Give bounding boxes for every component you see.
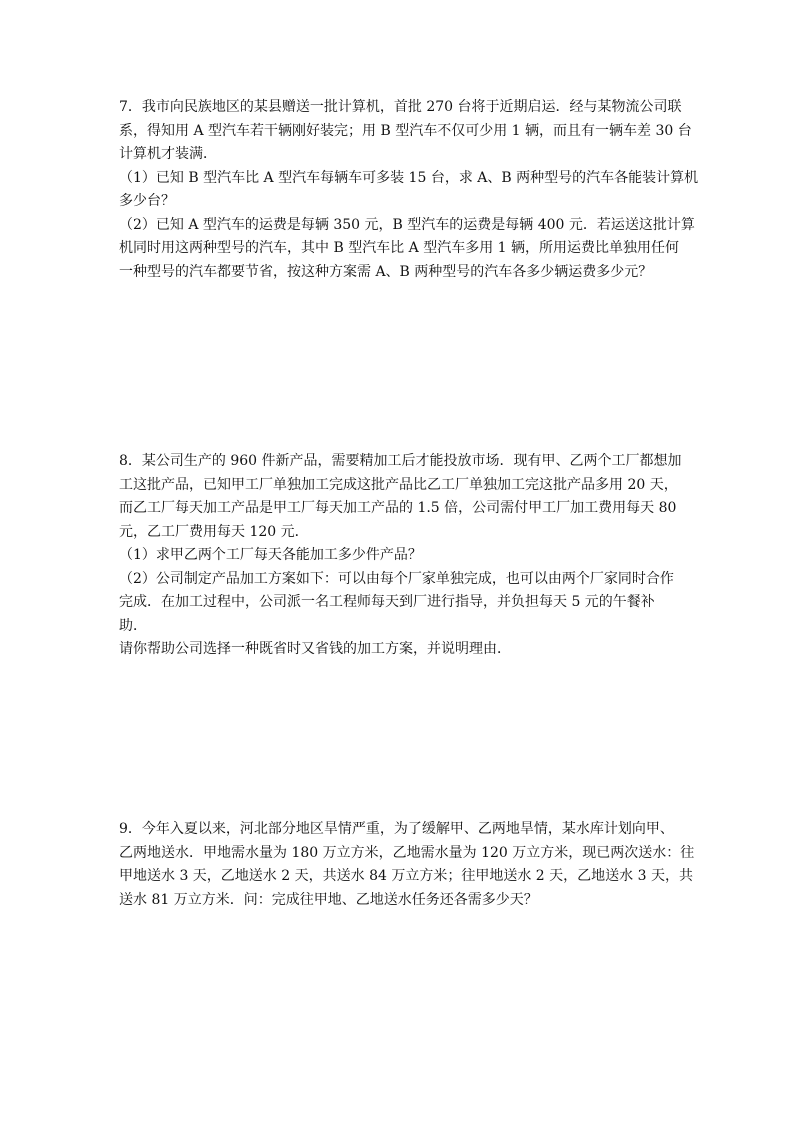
question-8-line-2: 工这批产品，已知甲工厂单独加工完成这批产品比乙工厂单独加工完这批产品多用 20 天，: [119, 476, 678, 493]
question-7-part-2-line-3: 一种型号的汽车都要节省，按这种方案需 A、B 两种型号的汽车各多少辆运费多少元？: [119, 263, 653, 280]
question-8-line-3: 而乙工厂每天加工产品是甲工厂每天加工产品的 1.5 倍，公司需付甲工厂加工费用每天 80: [119, 500, 677, 516]
question-9-line-1: 9．今年入夏以来，河北部分地区旱情严重，为了缓解甲、乙两地旱情，某水库计划向甲、: [119, 821, 674, 837]
question-7-part-2-line-2: 机同时用这两种型号的汽车，其中 B 型汽车比 A 型汽车多用 1 辆，所用运费比单独用任何: [119, 240, 680, 256]
question-8-request: 请你帮助公司选择一种既省时又省钱的加工方案，并说明理由．: [119, 641, 511, 657]
question-8-part-2-line-1: （2）公司制定产品加工方案如下：可以由每个厂家单独完成，也可以由两个厂家同时合作: [119, 570, 674, 587]
question-7-part-2-line-1: （2）已知 A 型汽车的运费是每辆 350 元，B 型汽车的运费是每辆 400 元．若运送这批计算: [119, 216, 695, 233]
question-8-part-2-line-3: 助．: [119, 617, 147, 634]
question-7-line-2: 系，得知用 A 型汽车若干辆刚好装完；用 B 型汽车不仅可少用 1 辆，而且有一辆车差 30 台: [119, 122, 692, 139]
question-8-line-1: 8．某公司生产的 960 件新产品，需要精加工后才能投放市场．现有甲、乙两个工厂都想加: [119, 453, 682, 469]
question-8-part-1: （1）求甲乙两个工厂每天各能加工多少件产品？: [119, 547, 422, 563]
question-8: [119, 450, 704, 662]
question-7-part-1-line-2: 多少台？: [119, 193, 175, 209]
question-9-line-4: 送水 81 万立方米．问：完成往甲地、乙地送水任务还各需多少天？: [119, 891, 538, 908]
question-7-line-1: 7．我市向民族地区的某县赠送一批计算机，首批 270 台将于近期启运．经与某物流公司联: [119, 99, 682, 115]
question-8-part-2-line-2: 完成．在加工过程中，公司派一名工程师每天到厂进行指导，并负担每天 5 元的午餐补: [119, 594, 655, 610]
question-9-line-3: 甲地送水 3 天，乙地送水 2 天，共送水 84 万立方米；往甲地送水 2 天，乙地送水 3 天，共: [119, 868, 693, 884]
question-9-line-2: 乙两地送水．甲地需水量为 180 万立方米，乙地需水量为 120 万立方米，现已两次送水：往: [119, 844, 695, 861]
question-9: [119, 818, 704, 912]
question-7-line-3: 计算机才装满．: [119, 146, 217, 162]
question-8-line-4: 元，乙工厂费用每天 120 元．: [119, 523, 309, 540]
question-7-part-1-line-1: （1）已知 B 型汽车比 A 型汽车每辆车可多装 15 台，求 A、B 两种型号的汽车各能装计算机: [119, 169, 699, 186]
question-7: [119, 96, 704, 284]
